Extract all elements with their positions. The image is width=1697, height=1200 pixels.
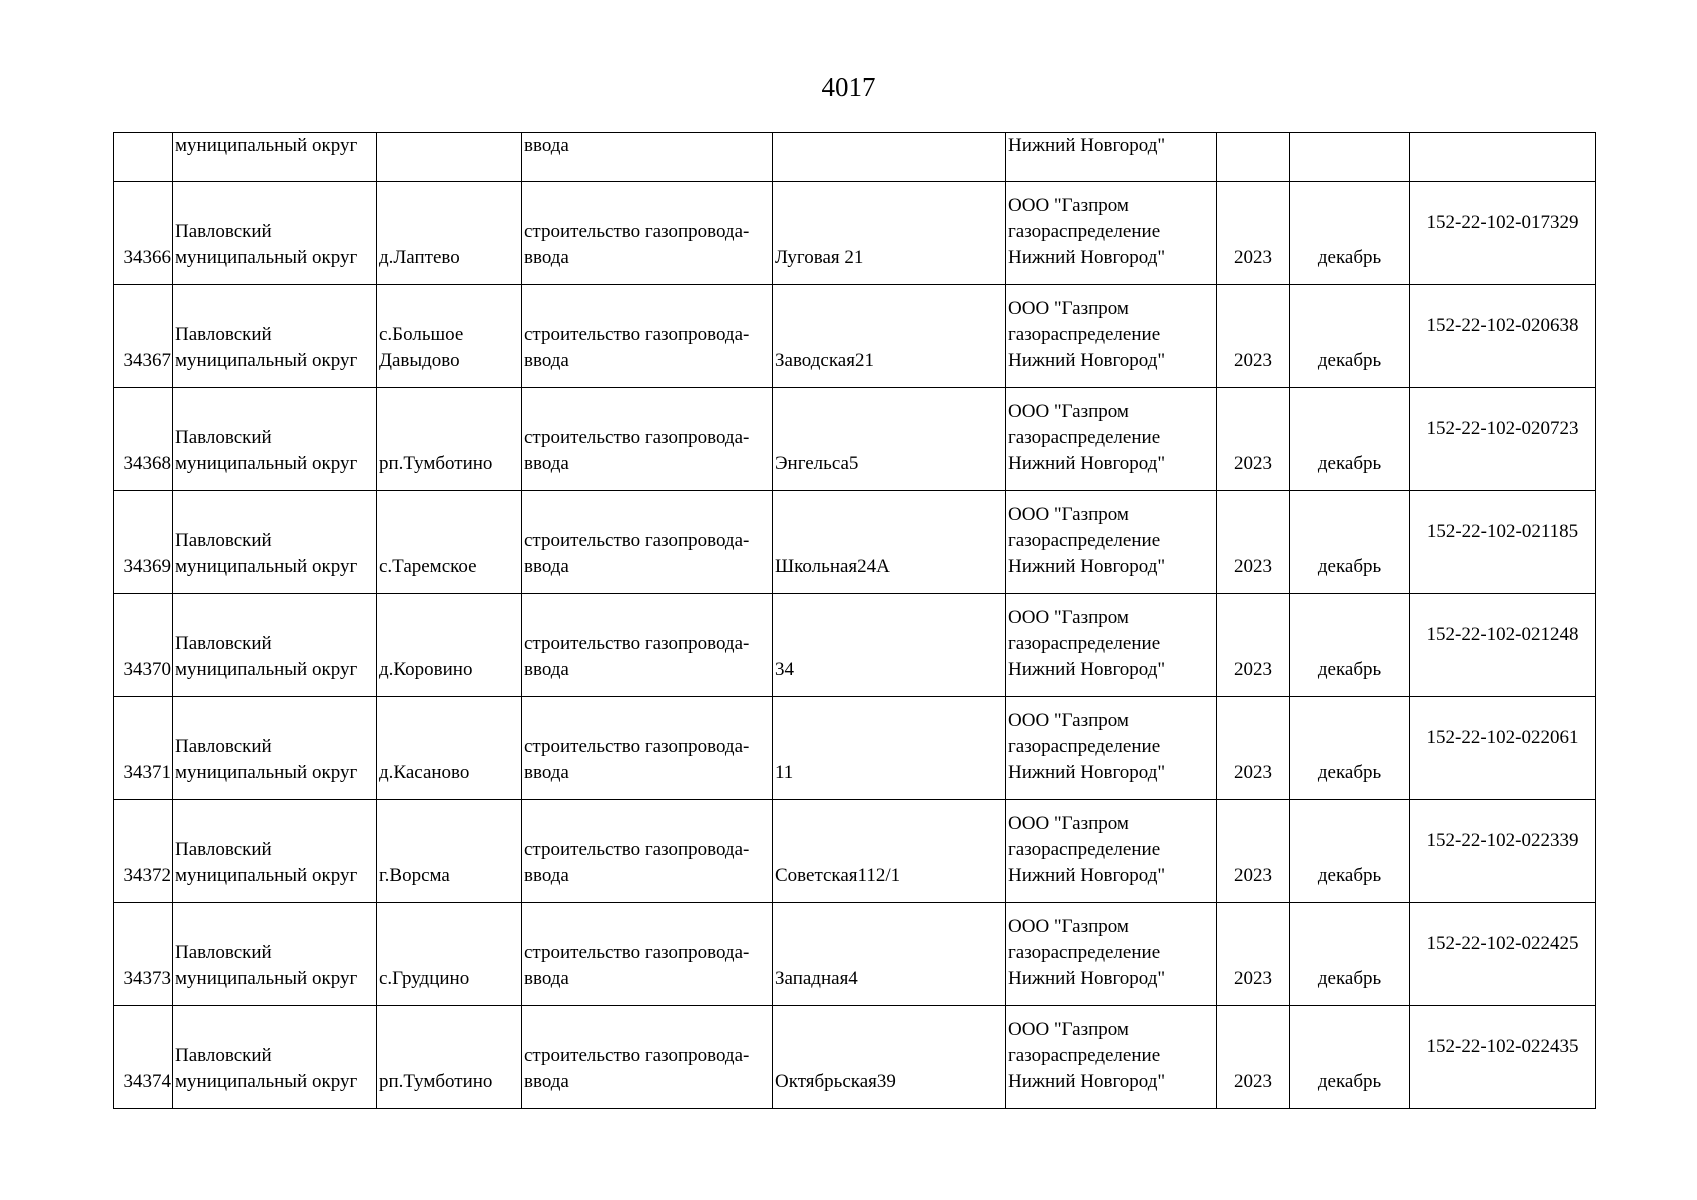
cell-address <box>773 1006 1006 1109</box>
address-text: Советская112/1 <box>775 865 901 886</box>
cell-work <box>522 182 773 285</box>
work-line-2: ввода <box>524 556 569 577</box>
work-line-1: строительство газопровода- <box>524 324 750 345</box>
address-text: Заводская21 <box>775 350 874 371</box>
district-line-1: Павловский <box>175 221 272 242</box>
cell-code <box>1410 594 1596 697</box>
cell-work <box>522 491 773 594</box>
org-line-2: газораспределение <box>1008 839 1161 860</box>
cell-month <box>1290 903 1410 1006</box>
org-line-3: Нижний Новгород" <box>1008 865 1166 886</box>
cell-district <box>173 903 377 1006</box>
table-row <box>114 1006 1596 1109</box>
org-line-2: газораспределение <box>1008 324 1161 345</box>
table-row-continuation <box>114 133 1596 182</box>
row-number: 34368 <box>123 453 171 474</box>
work-line-2: ввода <box>524 968 569 989</box>
cell-locality <box>377 1006 522 1109</box>
work-line-2: ввода <box>524 865 569 886</box>
code-text: 152-22-102-022435 <box>1426 1036 1579 1057</box>
code-text: 152-22-102-017329 <box>1426 212 1579 233</box>
work-line-2: ввода <box>524 453 569 474</box>
org-line-2: газораспределение <box>1008 942 1161 963</box>
cell-month <box>1290 388 1410 491</box>
locality-line-2: с.Грудцино <box>379 968 470 989</box>
cell-num <box>114 800 173 903</box>
cell-address <box>773 491 1006 594</box>
cell-code <box>1410 491 1596 594</box>
cell-year <box>1217 903 1290 1006</box>
year-text: 2023 <box>1234 968 1272 989</box>
locality-line-2: д.Коровино <box>379 659 473 680</box>
row-number: 34370 <box>123 659 171 680</box>
org-line-1: ООО "Газпром <box>1008 916 1129 937</box>
row-number: 34372 <box>123 865 171 886</box>
cell-district <box>173 697 377 800</box>
table-row <box>114 697 1596 800</box>
district-line-1: Павловский <box>175 427 272 448</box>
cell-num <box>114 182 173 285</box>
cell-month <box>1290 594 1410 697</box>
work-line-2: ввода <box>524 659 569 680</box>
cell-address <box>773 285 1006 388</box>
work-line-1: строительство газопровода- <box>524 221 750 242</box>
cell-locality <box>377 903 522 1006</box>
cell-org <box>1006 903 1217 1006</box>
district-line-1: Павловский <box>175 1045 272 1066</box>
cell-locality <box>377 133 522 182</box>
district-line-1: Павловский <box>175 324 272 345</box>
year-text: 2023 <box>1234 659 1272 680</box>
row-number: 34367 <box>123 350 171 371</box>
cell-code <box>1410 903 1596 1006</box>
org-line-3: Нижний Новгород" <box>1008 659 1166 680</box>
cell-num <box>114 1006 173 1109</box>
locality-line-2: рп.Тумботино <box>379 453 493 474</box>
district-line-2: муниципальный округ <box>175 659 358 680</box>
cell-year <box>1217 491 1290 594</box>
org-line-3: Нижний Новгород" <box>1008 1071 1166 1092</box>
address-text: 11 <box>775 762 794 783</box>
cell-month <box>1290 133 1410 182</box>
code-text: 152-22-102-021248 <box>1426 624 1579 645</box>
table-row <box>114 903 1596 1006</box>
year-text: 2023 <box>1234 865 1272 886</box>
cell-num <box>114 285 173 388</box>
district-line-1: Павловский <box>175 839 272 860</box>
cell-district <box>173 285 377 388</box>
work-line-1: строительство газопровода- <box>524 736 750 757</box>
code-text: 152-22-102-022061 <box>1426 727 1579 748</box>
locality-line-2: Давыдово <box>379 350 460 371</box>
table-row <box>114 491 1596 594</box>
cell-month <box>1290 285 1410 388</box>
cell-district <box>173 594 377 697</box>
table-row <box>114 800 1596 903</box>
org-line-3: Нижний Новгород" <box>1008 556 1166 577</box>
address-text: 34 <box>775 659 794 680</box>
cell-num <box>114 388 173 491</box>
year-text: 2023 <box>1234 247 1272 268</box>
cell-org <box>1006 133 1217 182</box>
org-line-3: Нижний Новгород" <box>1008 968 1166 989</box>
code-text: 152-22-102-020723 <box>1426 418 1579 439</box>
month-text: декабрь <box>1317 247 1382 268</box>
work-line-1: строительство газопровода- <box>524 530 750 551</box>
year-text: 2023 <box>1234 762 1272 783</box>
org-line-2: газораспределение <box>1008 427 1161 448</box>
cell-locality <box>377 594 522 697</box>
month-text: декабрь <box>1317 762 1382 783</box>
month-text: декабрь <box>1317 865 1382 886</box>
cell-district <box>173 388 377 491</box>
cell-org <box>1006 285 1217 388</box>
table-row <box>114 594 1596 697</box>
cell-year <box>1217 182 1290 285</box>
cell-org <box>1006 800 1217 903</box>
cell-num <box>114 491 173 594</box>
work-line-2: ввода <box>524 1071 569 1092</box>
month-text: декабрь <box>1317 556 1382 577</box>
year-text: 2023 <box>1234 556 1272 577</box>
work-line-1: строительство газопровода- <box>524 942 750 963</box>
cell-org <box>1006 1006 1217 1109</box>
code-text: 152-22-102-021185 <box>1426 521 1579 542</box>
cell-num <box>114 594 173 697</box>
district-line-2: муниципальный округ <box>175 247 358 268</box>
table-body <box>114 133 1596 1109</box>
cell-locality <box>377 800 522 903</box>
work-line: ввода <box>524 135 569 156</box>
org-line-1: ООО "Газпром <box>1008 504 1129 525</box>
org-line-3: Нижний Новгород" <box>1008 762 1166 783</box>
cell-address <box>773 388 1006 491</box>
org-line-3: Нижний Новгород" <box>1008 453 1166 474</box>
address-text: Октябрьская39 <box>775 1071 896 1092</box>
cell-work <box>522 285 773 388</box>
row-number: 34366 <box>123 247 171 268</box>
cell-district <box>173 1006 377 1109</box>
cell-work <box>522 133 773 182</box>
locality-line-1: с.Большое <box>379 324 464 345</box>
org-line-1: ООО "Газпром <box>1008 710 1129 731</box>
cell-month <box>1290 182 1410 285</box>
month-text: декабрь <box>1317 1071 1382 1092</box>
cell-code <box>1410 1006 1596 1109</box>
work-line-2: ввода <box>524 350 569 371</box>
locality-line-2: д.Касаново <box>379 762 470 783</box>
address-text: Энгельса5 <box>775 453 859 474</box>
month-text: декабрь <box>1317 453 1382 474</box>
org-line-2: газораспределение <box>1008 736 1161 757</box>
month-text: декабрь <box>1317 659 1382 680</box>
cell-work <box>522 697 773 800</box>
org-line-2: газораспределение <box>1008 1045 1161 1066</box>
cell-year <box>1217 697 1290 800</box>
cell-work <box>522 1006 773 1109</box>
org-line-1: ООО "Газпром <box>1008 813 1129 834</box>
org-line-3: Нижний Новгород" <box>1008 350 1166 371</box>
month-text: декабрь <box>1317 350 1382 371</box>
table-row <box>114 285 1596 388</box>
registry-table <box>113 132 1596 1109</box>
address-text: Луговая 21 <box>775 247 864 268</box>
cell-year <box>1217 594 1290 697</box>
cell-code <box>1410 800 1596 903</box>
org-line-3: Нижний Новгород" <box>1008 247 1166 268</box>
district-line-1: Павловский <box>175 633 272 654</box>
code-text: 152-22-102-020638 <box>1426 315 1579 336</box>
cell-month <box>1290 1006 1410 1109</box>
cell-code <box>1410 388 1596 491</box>
locality-line-2: д.Лаптево <box>379 247 460 268</box>
cell-code <box>1410 285 1596 388</box>
locality-line-2: рп.Тумботино <box>379 1071 493 1092</box>
row-number: 34374 <box>123 1071 171 1092</box>
cell-address <box>773 133 1006 182</box>
district-line-1: Павловский <box>175 942 272 963</box>
year-text: 2023 <box>1234 1071 1272 1092</box>
cell-locality <box>377 182 522 285</box>
cell-district <box>173 133 377 182</box>
cell-org <box>1006 388 1217 491</box>
district-line: муниципальный округ <box>175 135 358 156</box>
cell-work <box>522 388 773 491</box>
code-text: 152-22-102-022425 <box>1426 933 1579 954</box>
cell-num <box>114 903 173 1006</box>
district-line-2: муниципальный округ <box>175 865 358 886</box>
org-line-1: ООО "Газпром <box>1008 195 1129 216</box>
district-line-2: муниципальный округ <box>175 968 358 989</box>
cell-work <box>522 903 773 1006</box>
cell-year <box>1217 388 1290 491</box>
cell-address <box>773 697 1006 800</box>
work-line-1: строительство газопровода- <box>524 839 750 860</box>
page-number: 4017 <box>821 72 876 102</box>
district-line-1: Павловский <box>175 530 272 551</box>
cell-work <box>522 800 773 903</box>
work-line-2: ввода <box>524 762 569 783</box>
row-number: 34371 <box>123 762 171 783</box>
cell-code <box>1410 133 1596 182</box>
org-line-1: ООО "Газпром <box>1008 1019 1129 1040</box>
cell-org <box>1006 182 1217 285</box>
work-line-1: строительство газопровода- <box>524 1045 750 1066</box>
year-text: 2023 <box>1234 453 1272 474</box>
address-text: Школьная24А <box>775 556 890 577</box>
org-line-1: ООО "Газпром <box>1008 298 1129 319</box>
table-row <box>114 388 1596 491</box>
district-line-1: Павловский <box>175 736 272 757</box>
cell-org <box>1006 697 1217 800</box>
cell-address <box>773 182 1006 285</box>
cell-month <box>1290 697 1410 800</box>
cell-locality <box>377 491 522 594</box>
org-line: Нижний Новгород" <box>1008 135 1166 156</box>
cell-address <box>773 800 1006 903</box>
cell-locality <box>377 697 522 800</box>
table-row <box>114 182 1596 285</box>
cell-year <box>1217 133 1290 182</box>
cell-district <box>173 182 377 285</box>
cell-district <box>173 800 377 903</box>
month-text: декабрь <box>1317 968 1382 989</box>
locality-line-2: г.Ворсма <box>379 865 450 886</box>
cell-num <box>114 133 173 182</box>
district-line-2: муниципальный округ <box>175 762 358 783</box>
cell-locality <box>377 388 522 491</box>
cell-year <box>1217 285 1290 388</box>
cell-org <box>1006 594 1217 697</box>
row-number: 34369 <box>123 556 171 577</box>
cell-month <box>1290 800 1410 903</box>
cell-address <box>773 594 1006 697</box>
org-line-1: ООО "Газпром <box>1008 607 1129 628</box>
org-line-2: газораспределение <box>1008 530 1161 551</box>
cell-year <box>1217 1006 1290 1109</box>
cell-month <box>1290 491 1410 594</box>
district-line-2: муниципальный округ <box>175 350 358 371</box>
org-line-2: газораспределение <box>1008 633 1161 654</box>
address-text: Западная4 <box>775 968 858 989</box>
locality-line-2: с.Таремское <box>379 556 477 577</box>
code-text: 152-22-102-022339 <box>1426 830 1579 851</box>
district-line-2: муниципальный округ <box>175 453 358 474</box>
cell-locality <box>377 285 522 388</box>
cell-num <box>114 697 173 800</box>
work-line-1: строительство газопровода- <box>524 427 750 448</box>
cell-address <box>773 903 1006 1006</box>
row-number: 34373 <box>123 968 171 989</box>
district-line-2: муниципальный округ <box>175 556 358 577</box>
cell-district <box>173 491 377 594</box>
year-text: 2023 <box>1234 350 1272 371</box>
org-line-1: ООО "Газпром <box>1008 401 1129 422</box>
org-line-2: газораспределение <box>1008 221 1161 242</box>
cell-code <box>1410 182 1596 285</box>
district-line-2: муниципальный округ <box>175 1071 358 1092</box>
cell-code <box>1410 697 1596 800</box>
cell-year <box>1217 800 1290 903</box>
work-line-2: ввода <box>524 247 569 268</box>
cell-work <box>522 594 773 697</box>
cell-org <box>1006 491 1217 594</box>
work-line-1: строительство газопровода- <box>524 633 750 654</box>
